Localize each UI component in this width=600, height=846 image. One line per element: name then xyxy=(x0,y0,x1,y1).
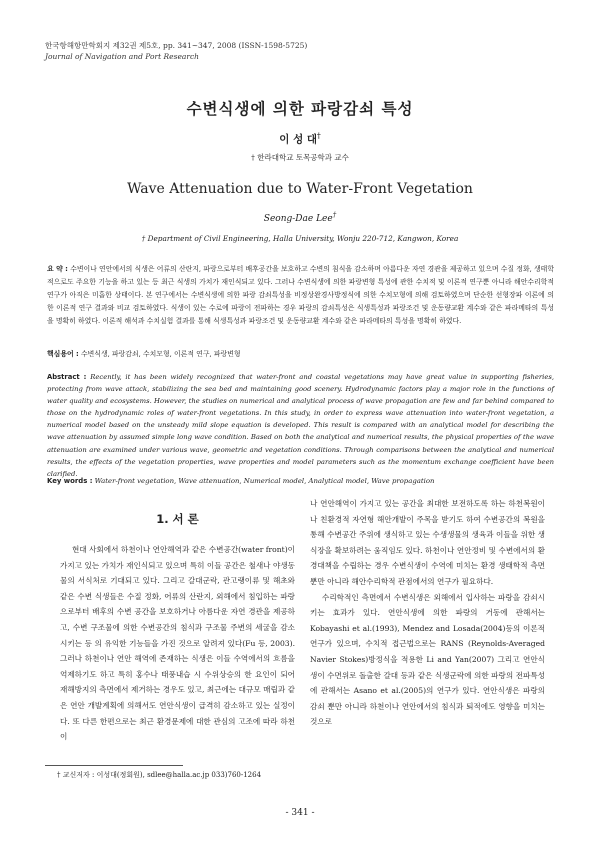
affiliation-korean: † 한라대학교 토목공학과 교수 xyxy=(251,153,349,162)
keywords-korean-text: 수변식생, 파랑감쇠, 수치모형, 이론적 연구, 파랑변형 xyxy=(80,350,241,358)
paragraph-2: 나 연안해역이 가지고 있는 공간을 최대한 보전하도록 하는 하천복원이나 친환경적 자연형 해안개발이 주목을 받기도 하여 수변공간의 복원을 통해 수변공간 주위에 생식하고 있는 수생생물의 생육과 이들을 위한 생식장을 확보하려는 움직임도 있다. 하천이나 연안정비 및 수변에서의 환경대책을 수립하는 경우 수변식생이 수역에 미치는 환경 생태학적 측면뿐만 아니라 해안수리학적 관점에서의 연구가 필요하다. xyxy=(310,499,545,586)
paragraph-1: 현대 사회에서 하천이나 연안해역과 같은 수변공간(water front)이 가지고 있는 가치가 재인식되고 있으며 특히 이들 공간은 철새나 야생동물의 서식처로 기대되고 있다. 그리고 갈대군락, 관고랭이류 및 해초와 같은 수변 식생들은 수질 정화, 어류의 산란지, 외해에서 침입하는 파랑으로부터 배후의 수변 공간을 보호하거나 아름다운 자연 경관을 제공하고, 수변 구조물에 의한 수변공간의 침식과 구조물 주변의 세굴을 감소시키는 등 의 유익한 기능들을 가진 것으로 알려져 있다(Fu 등, 2003). 그러나 하천이나 연안 해역에 존재하는 식생은 이들 수역에서의 흐름을 억제하기도 하고 특히 홍수나 태풍내습 시 수위상승의 한 요인이 되어 재해방지의 측면에서 제거하는 경우도 있고, 최근에는 대규모 매립과 같은 연안 개발계획에 의해서도 연안식생이 급격히 감소하고 있는 실정이다. 또 다른 한편으로는 최근 환경문제에 대한 관심의 고조에 따라 하천이 xyxy=(60,545,295,742)
footnote: † 교신저자 : 이성대(정회원), sdlee@halla.ac.jp 033)760-1264 xyxy=(57,771,262,779)
keywords-english xyxy=(47,477,554,485)
paragraph-3: 수리학적인 측면에서 수변식생은 외해에서 입사하는 파랑을 감쇠시키는 효과가 있다. 연안식생에 의한 파랑의 거동에 관해서는 Kobayashi et al.(1993), Mendez and Losada(2004)등의 이론적 연구가 있으며, 수치적 접근법으로는 RANS (Reynolds-Averaged Navier Stokes)방정식을 적용한 Li and Yan(2007) 그리고 연안식생이 수면위로 돌출한 갈대 등과 같은 식생군락에 의한 파랑의 전파특성에 관해서는 Asano et al.(2005)의 연구가 있다. 연안식생은 파랑의 감쇠 뿐만 아니라 하천이나 연안에서의 침식과 퇴적에도 영향을 미치는 것으로 xyxy=(310,592,545,727)
keywords-english-label: Key words : xyxy=(47,477,93,485)
abstract-korean-text: 수변이나 연안에서의 식생은 어류의 산란지, 파랑으로부터 배후공간을 보호하고 수변의 침식을 감소하며 아름다운 자연 경관을 제공하고 있으며 수질 정화, 생태학적으로도 주요한 기능을 하고 있는 등 최근 식생의 가치가 재인식되고 있다. 그러나 수변식생에 의한 파랑변형 특성에 관한 수치적 및 이론적 연구뿐 아니라 해안수리학적 연구가 아직은 미흡한 상태이다. 본 연구에서는 수변식생에 의한 파랑 감쇠특성을 비정상완경사방정식에 의한 수치모형에 의해 검토하였으며 단순한 선형장파 이론에 의한 이론적 연구 결과와 비교 검토하였다. 식생이 있는 수로에 파랑이 전파하는 경우 파랑의 감쇠특성은 식생특성과 파랑조건 및 운동량교환 계수와 같은 파라메타의 특성을 명확히 하였다. 이론적 해석과 수치실험 결과를 통해 식생특성과 파랑조건 및 운동량교환 계수와 같은 파라메타의 특성을 명확히 하였다. xyxy=(47,265,555,325)
abstract-english-text: Recently, it has been widely recognized that water-front and coastal vegetations may have great value in supporting fisheries, protecting from wave attack, stabilizing the sea bed and maintaining good scenery. Hydrodynamic factors play a major role in the functions of water quality and ecosystems. However, the studies on numerical and analytical process of wave propagation are few and far behind compared to those on the hydrodynamic roles of water-front vegetations. In this study, in order to express wave attenuation into water-front vegetation, a numerical model based on the unsteady mild slope equation is developed. This result is compared with an analytical model for describing the wave attenuation by assumed simple long wave condition. Based on both the analytical and numerical results, the physical properties of the wave attenuation are examined under various wave, geometric and vegetation conditions. Through comparisons between the analytical and numerical results, the effects of the vegetation properties, wave properties and model parameters such as the momentum exchange coefficient have been clarified. xyxy=(47,373,554,478)
abstract-korean-label: 요 약 : xyxy=(47,265,68,273)
author-korean-name: 이 성 대 xyxy=(279,133,318,146)
journal-name: Journal of Navigation and Port Research xyxy=(45,52,199,61)
abstract-korean xyxy=(47,263,554,328)
author-english-name: Seong-Dae Lee xyxy=(263,214,333,224)
footnote-divider xyxy=(45,765,183,766)
author-mark-en: † xyxy=(332,211,337,219)
author-korean xyxy=(0,131,600,147)
abstract-english xyxy=(47,371,554,480)
keywords-english-text: Water-front vegetation, Wave attenuation, Numerical model, Analytical model, Wave propagation xyxy=(94,477,435,485)
author-english xyxy=(0,211,600,224)
body-right-column xyxy=(310,496,545,730)
keywords-korean-label: 핵심용어 : xyxy=(47,350,79,358)
page-number: - 341 - xyxy=(285,808,315,818)
title-korean: 수변식생에 의한 파랑감쇠 특성 xyxy=(186,100,414,118)
journal-header xyxy=(45,40,445,62)
title-english: Wave Attenuation due to Water-Front Vegetation xyxy=(127,181,473,197)
abstract-english-label: Abstract : xyxy=(47,373,87,381)
body-left-column xyxy=(60,542,295,745)
affiliation-english: † Department of Civil Engineering, Halla University, Wonju 220-712, Kangwon, Korea xyxy=(141,234,459,243)
keywords-korean xyxy=(47,348,554,358)
author-mark: † xyxy=(317,131,321,140)
journal-citation: 한국항해항만학회지 제32권 제5호, pp. 341~347, 2008 (ISSN-1598-5725) xyxy=(45,41,308,50)
section-heading: 1. 서 론 xyxy=(156,512,199,526)
